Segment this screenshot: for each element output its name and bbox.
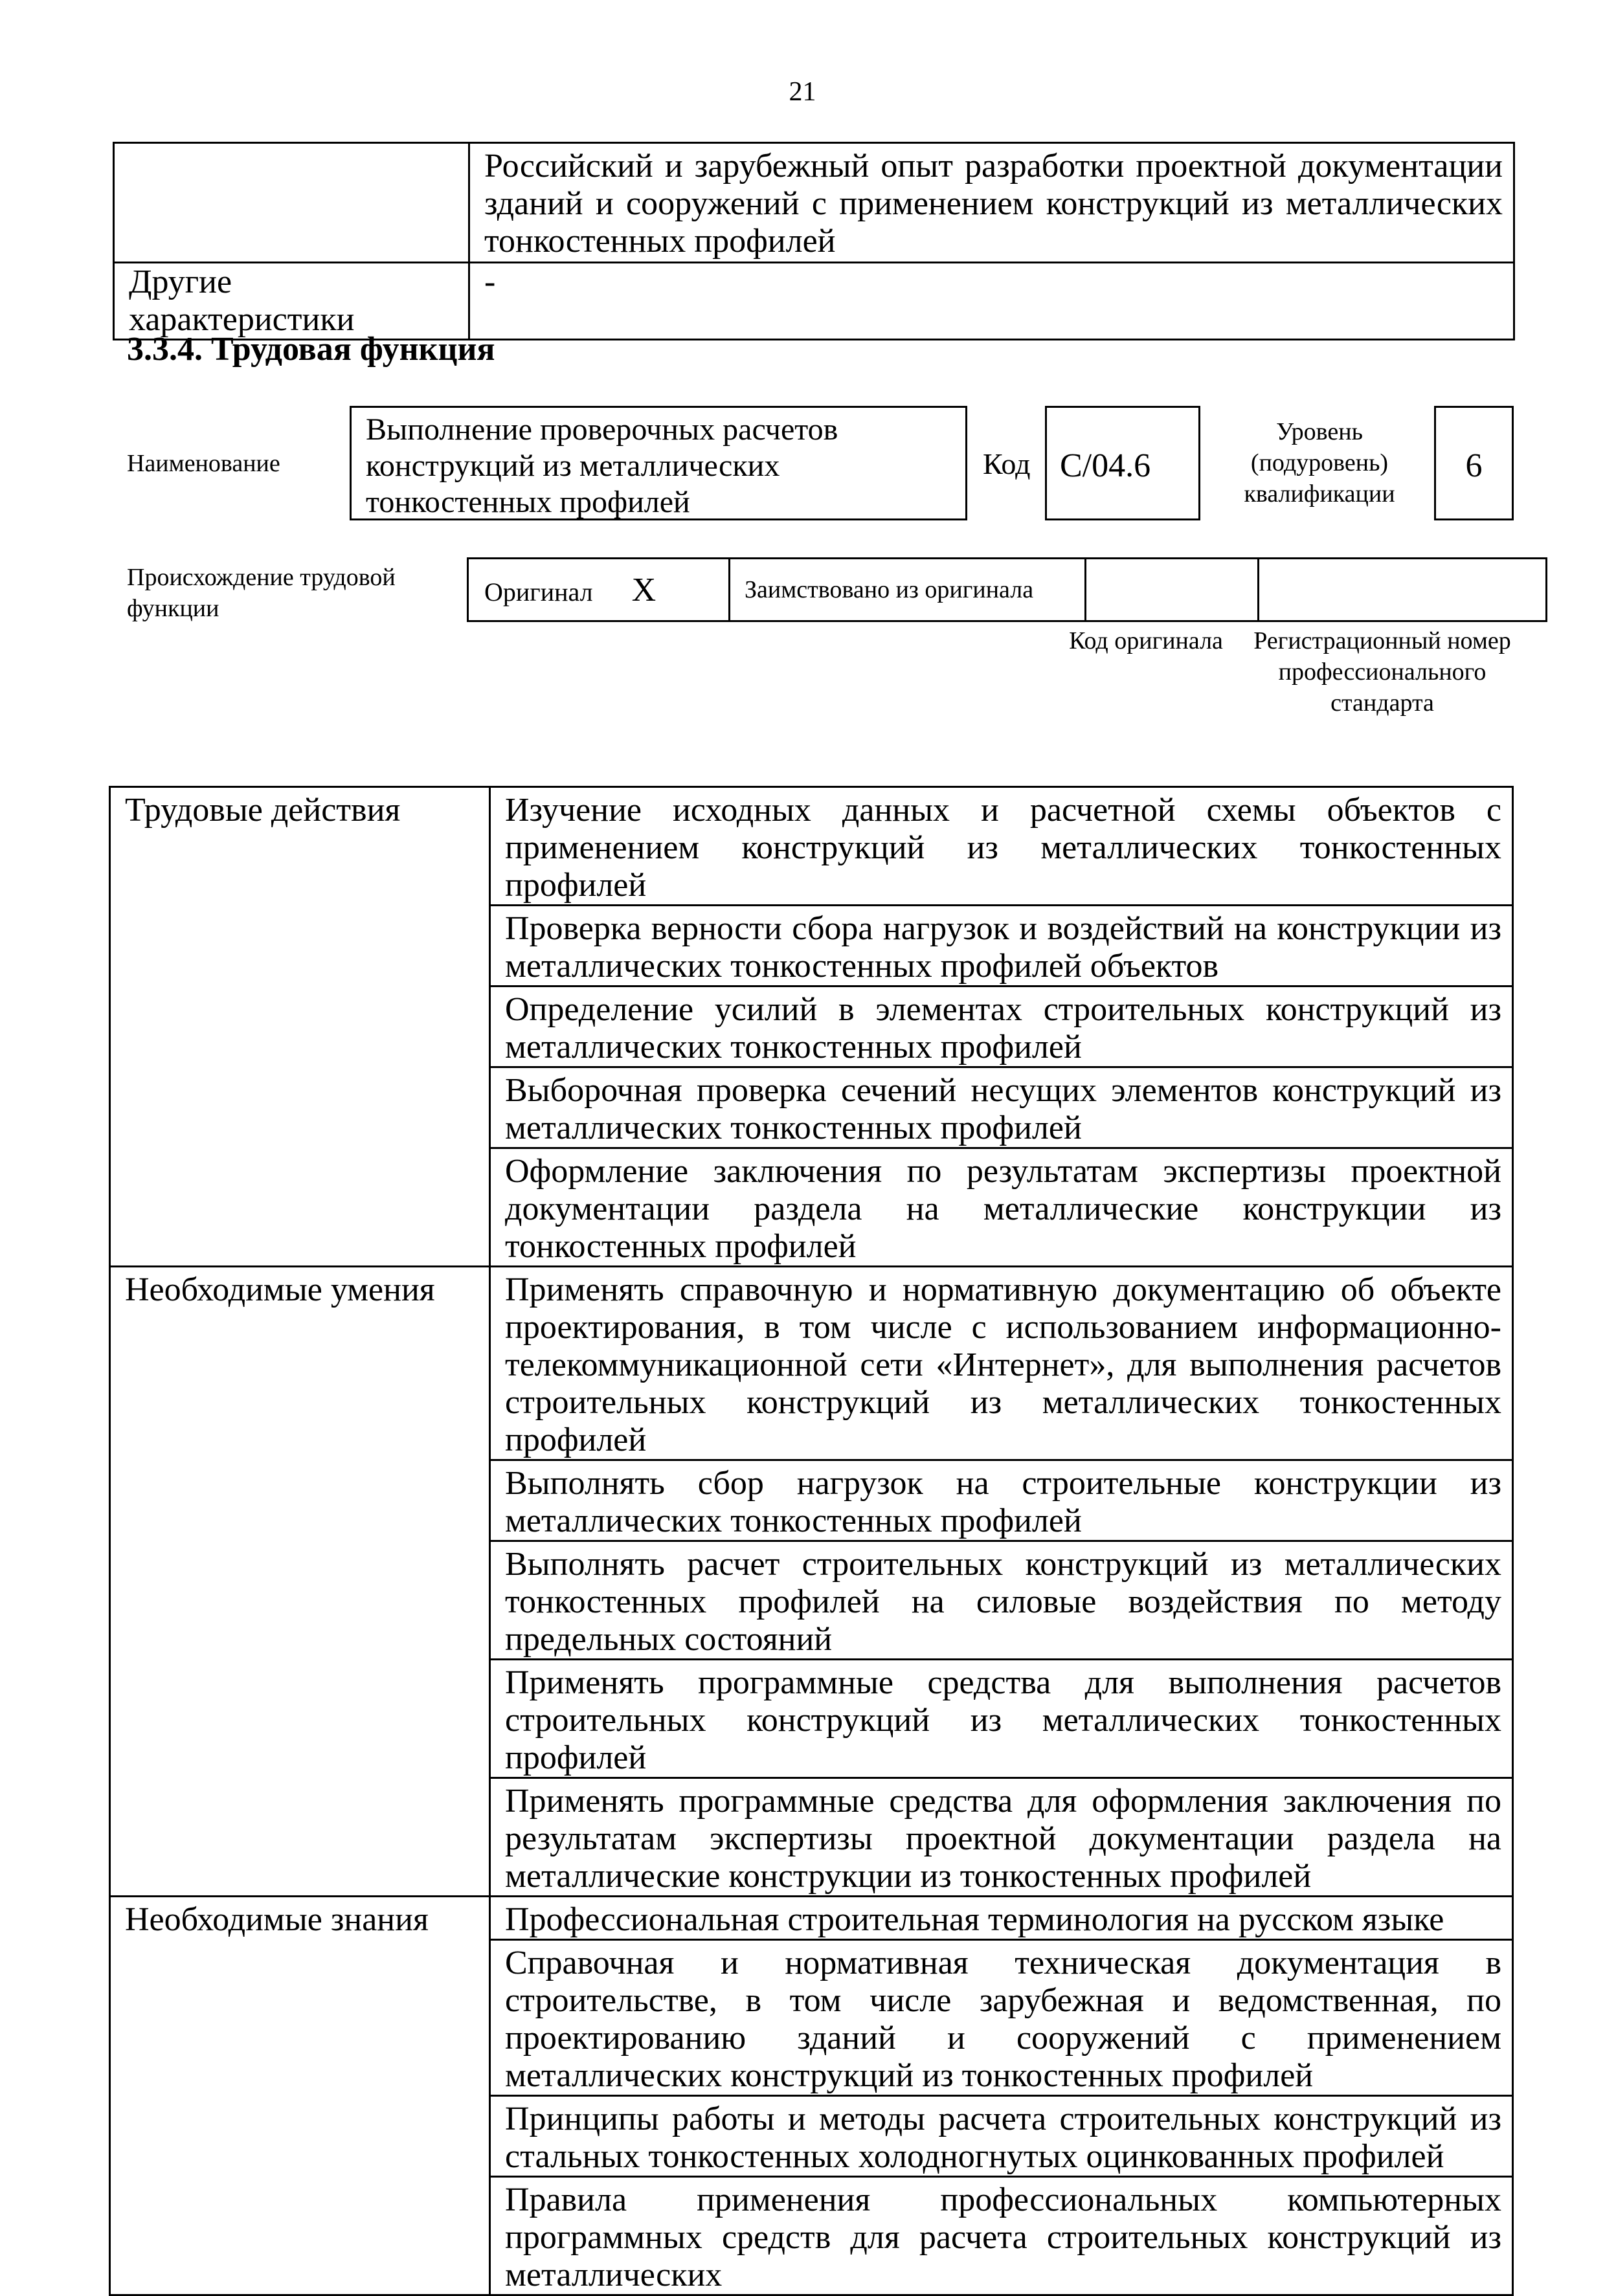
knowledge-item: Профессиональная строительная терминология на русском языке (490, 1897, 1513, 1940)
borrowed-label: Заимствовано из оригинала (730, 559, 1086, 621)
code-value-box: C/04.6 (1045, 406, 1200, 520)
original-label: Оригинал (484, 577, 593, 607)
table-row (110, 1897, 1513, 1940)
origin-code-cell (1086, 559, 1259, 621)
skills-label: Необходимые умения (110, 1267, 490, 1897)
origin-code-caption: Код оригинала (1069, 627, 1223, 654)
origin-original-cell (468, 559, 730, 621)
action-item: Выборочная проверка сечений несущих элементов конструкций из металлических тонкостенных профилей (490, 1067, 1513, 1148)
top-table-row2-label: Другие характеристики (114, 263, 469, 340)
knowledge-item: Справочная и нормативная техническая документация в строительстве, в том числе зарубежная и ведомственная, по проектированию зданий и сооружений с применением металлических конструкций из тонкостенных профилей (490, 1940, 1513, 2096)
knowledge-item: Правила применения профессиональных компьютерных программных средств для расчета строительных конструкций из металлических (490, 2177, 1513, 2295)
level-value-box: 6 (1434, 406, 1514, 520)
skill-item: Применять справочную и нормативную документацию об объекте проектирования, в том числе с использованием информационно-телекоммуникационной сети «Интернет», для выполнения расчетов строительных конструкций из металлических тонкостенных профилей (490, 1267, 1513, 1460)
original-mark: X (631, 571, 657, 608)
skill-item: Применять программные средства для оформления заключения по результатам экспертизы проектной документации раздела на металлические конструкции из тонкостенных профилей (490, 1778, 1513, 1897)
section-heading: 3.3.4. Трудовая функция (127, 331, 495, 368)
table-row (110, 787, 1513, 906)
action-item: Определение усилий в элементах строительных конструкций из металлических тонкостенных профилей (490, 986, 1513, 1067)
main-table (109, 786, 1514, 2296)
skill-item: Применять программные средства для выполнения расчетов строительных конструкций из металлических тонкостенных профилей (490, 1660, 1513, 1778)
action-item: Изучение исходных данных и расчетной схемы объектов с применением конструкций из металлических тонкостенных профилей (490, 787, 1513, 906)
code-label: Код (983, 447, 1031, 480)
action-item: Проверка верности сбора нагрузок и воздействий на конструкции из металлических тонкостенных профилей объектов (490, 906, 1513, 986)
page-number: 21 (789, 77, 816, 107)
knowledge-label: Необходимые знания (110, 1897, 490, 2295)
table-row (110, 1267, 1513, 1460)
action-item: Оформление заключения по результатам экспертизы проектной документации раздела на металлические конструкции из тонкостенных профилей (490, 1148, 1513, 1267)
name-value-box: Выполнение проверочных расчетов конструкций из металлических тонкостенных профилей (350, 406, 967, 520)
top-table (113, 142, 1515, 340)
skill-item: Выполнять сбор нагрузок на строительные конструкции из металлических тонкостенных профилей (490, 1460, 1513, 1541)
origin-reg-caption: Регистрационный номер профессионального стандарта (1253, 627, 1511, 717)
origin-reg-cell (1259, 559, 1547, 621)
top-table-row2-value: - (469, 263, 1514, 340)
level-label: Уровень (подуровень) квалификации (1244, 418, 1395, 507)
skill-item: Выполнять расчет строительных конструкций из металлических тонкостенных профилей на силовые воздействия по методу предельных состояний (490, 1541, 1513, 1660)
origin-table (467, 557, 1547, 622)
top-table-empty-cell (114, 143, 469, 263)
top-table-row1-value: Российский и зарубежный опыт разработки проектной документации зданий и сооружений с применением конструкций из металлических тонкостенных профилей (469, 143, 1514, 263)
origin-label: Происхождение трудовой функции (127, 564, 396, 622)
actions-label: Трудовые действия (110, 787, 490, 1267)
knowledge-item: Принципы работы и методы расчета строительных конструкций из стальных тонкостенных холодногнутых оцинкованных профилей (490, 2096, 1513, 2177)
name-label: Наименование (127, 450, 280, 477)
